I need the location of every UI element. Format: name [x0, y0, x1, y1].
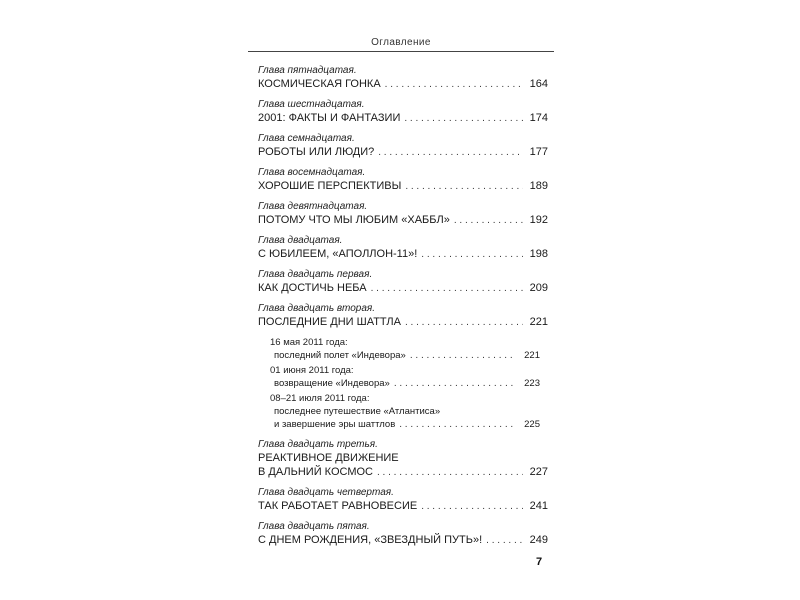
- page-ref: 198: [529, 248, 548, 260]
- chapter-title: КАК ДОСТИЧЬ НЕБА: [258, 282, 367, 294]
- page-ref: 221: [529, 316, 548, 328]
- dot-leader: [421, 248, 523, 262]
- dot-leader: [421, 500, 523, 514]
- chapter-label: Глава двадцатая.: [258, 235, 343, 246]
- toc-entry-chapter-19[interactable]: [258, 200, 548, 228]
- chapter-title: С ДНЕМ РОЖДЕНИЯ, «ЗВЕЗДНЫЙ ПУТЬ»!: [258, 534, 483, 546]
- page-ref: 174: [529, 112, 548, 124]
- chapter-title: РОБОТЫ ИЛИ ЛЮДИ?: [258, 146, 375, 158]
- chapter-title: ТАК РАБОТАЕТ РАВНОВЕСИЕ: [258, 500, 418, 512]
- chapter-title: КОСМИЧЕСКАЯ ГОНКА: [258, 78, 381, 90]
- toc-entry-chapter-21[interactable]: [258, 268, 548, 296]
- toc-entry-chapter-23[interactable]: [258, 438, 548, 480]
- page-ref: 241: [529, 500, 548, 512]
- chapter-title: 2001: ФАКТЫ И ФАНТАЗИИ: [258, 112, 401, 124]
- toc-entry-chapter-18[interactable]: [258, 166, 548, 194]
- dot-leader: [399, 418, 515, 431]
- toc-entry-chapter-20[interactable]: [258, 234, 548, 262]
- dot-leader: [405, 316, 523, 330]
- toc-entry-chapter-25[interactable]: [258, 520, 548, 548]
- toc-subentry-3[interactable]: [270, 392, 540, 431]
- chapter-title: В ДАЛЬНИЙ КОСМОС: [258, 466, 373, 478]
- page-ref: 189: [529, 180, 548, 192]
- chapter-label: Глава восемнадцатая.: [258, 167, 366, 178]
- chapter-label: Глава семнадцатая.: [258, 133, 355, 144]
- page-ref: 223: [524, 378, 540, 389]
- page-ref: 221: [524, 350, 540, 361]
- dot-leader: [486, 534, 523, 548]
- chapter-label: Глава девятнадцатая.: [258, 201, 368, 212]
- chapter-title-line1: РЕАКТИВНОЕ ДВИЖЕНИЕ: [258, 452, 399, 464]
- dot-leader: [394, 377, 515, 390]
- chapter-title: ХОРОШИЕ ПЕРСПЕКТИВЫ: [258, 180, 402, 192]
- dot-leader: [378, 146, 523, 160]
- page-number: 7: [536, 556, 543, 568]
- chapter-label: Глава двадцать вторая.: [258, 303, 376, 314]
- dot-leader: [410, 349, 515, 362]
- chapter-label: Глава шестнадцатая.: [258, 99, 365, 110]
- header-rule: [248, 51, 554, 52]
- page-ref: 249: [529, 534, 548, 546]
- chapter-label: Глава двадцать первая.: [258, 269, 373, 280]
- dot-leader: [385, 78, 523, 92]
- chapter-label: Глава двадцать третья.: [258, 439, 378, 450]
- toc-entry-chapter-16[interactable]: [258, 98, 548, 126]
- dot-leader: [377, 466, 523, 480]
- chapter-title: ПОСЛЕДНИЕ ДНИ ШАТТЛА: [258, 316, 401, 328]
- dot-leader: [404, 112, 523, 126]
- subsection-title-line1: последнее путешествие «Атлантиса»: [274, 406, 441, 417]
- page-ref: 192: [529, 214, 548, 226]
- subsection-date: 16 мая 2011 года:: [270, 337, 348, 348]
- chapter-title: С ЮБИЛЕЕМ, «АПОЛЛОН-11»!: [258, 248, 418, 260]
- subsection-title: возвращение «Индевора»: [274, 378, 390, 389]
- dot-leader: [371, 282, 523, 296]
- page-ref: 177: [529, 146, 548, 158]
- subsection-date: 08–21 июля 2011 года:: [270, 393, 370, 404]
- subsection-date: 01 июня 2011 года:: [270, 365, 354, 376]
- subsection-title: последний полет «Индевора»: [274, 350, 406, 361]
- toc-entry-chapter-17[interactable]: [258, 132, 548, 160]
- page-ref: 225: [524, 419, 540, 430]
- chapter-label: Глава пятнадцатая.: [258, 65, 357, 76]
- running-head: Оглавление: [371, 37, 431, 48]
- page-ref: 209: [529, 282, 548, 294]
- chapter-title: ПОТОМУ ЧТО МЫ ЛЮБИМ «ХАББЛ»: [258, 214, 450, 226]
- page-ref: 227: [529, 466, 548, 478]
- subsection-title: и завершение эры шаттлов: [274, 419, 396, 430]
- dot-leader: [454, 214, 523, 228]
- toc-subentry-2[interactable]: [270, 364, 540, 390]
- toc-subentry-1[interactable]: [270, 336, 540, 362]
- toc-entry-chapter-22[interactable]: [258, 302, 548, 330]
- page-ref: 164: [529, 78, 548, 90]
- toc-entry-chapter-24[interactable]: [258, 486, 548, 514]
- dot-leader: [405, 180, 523, 194]
- chapter-label: Глава двадцать пятая.: [258, 521, 370, 532]
- toc-entry-chapter-15[interactable]: [258, 64, 548, 92]
- chapter-label: Глава двадцать четвертая.: [258, 487, 394, 498]
